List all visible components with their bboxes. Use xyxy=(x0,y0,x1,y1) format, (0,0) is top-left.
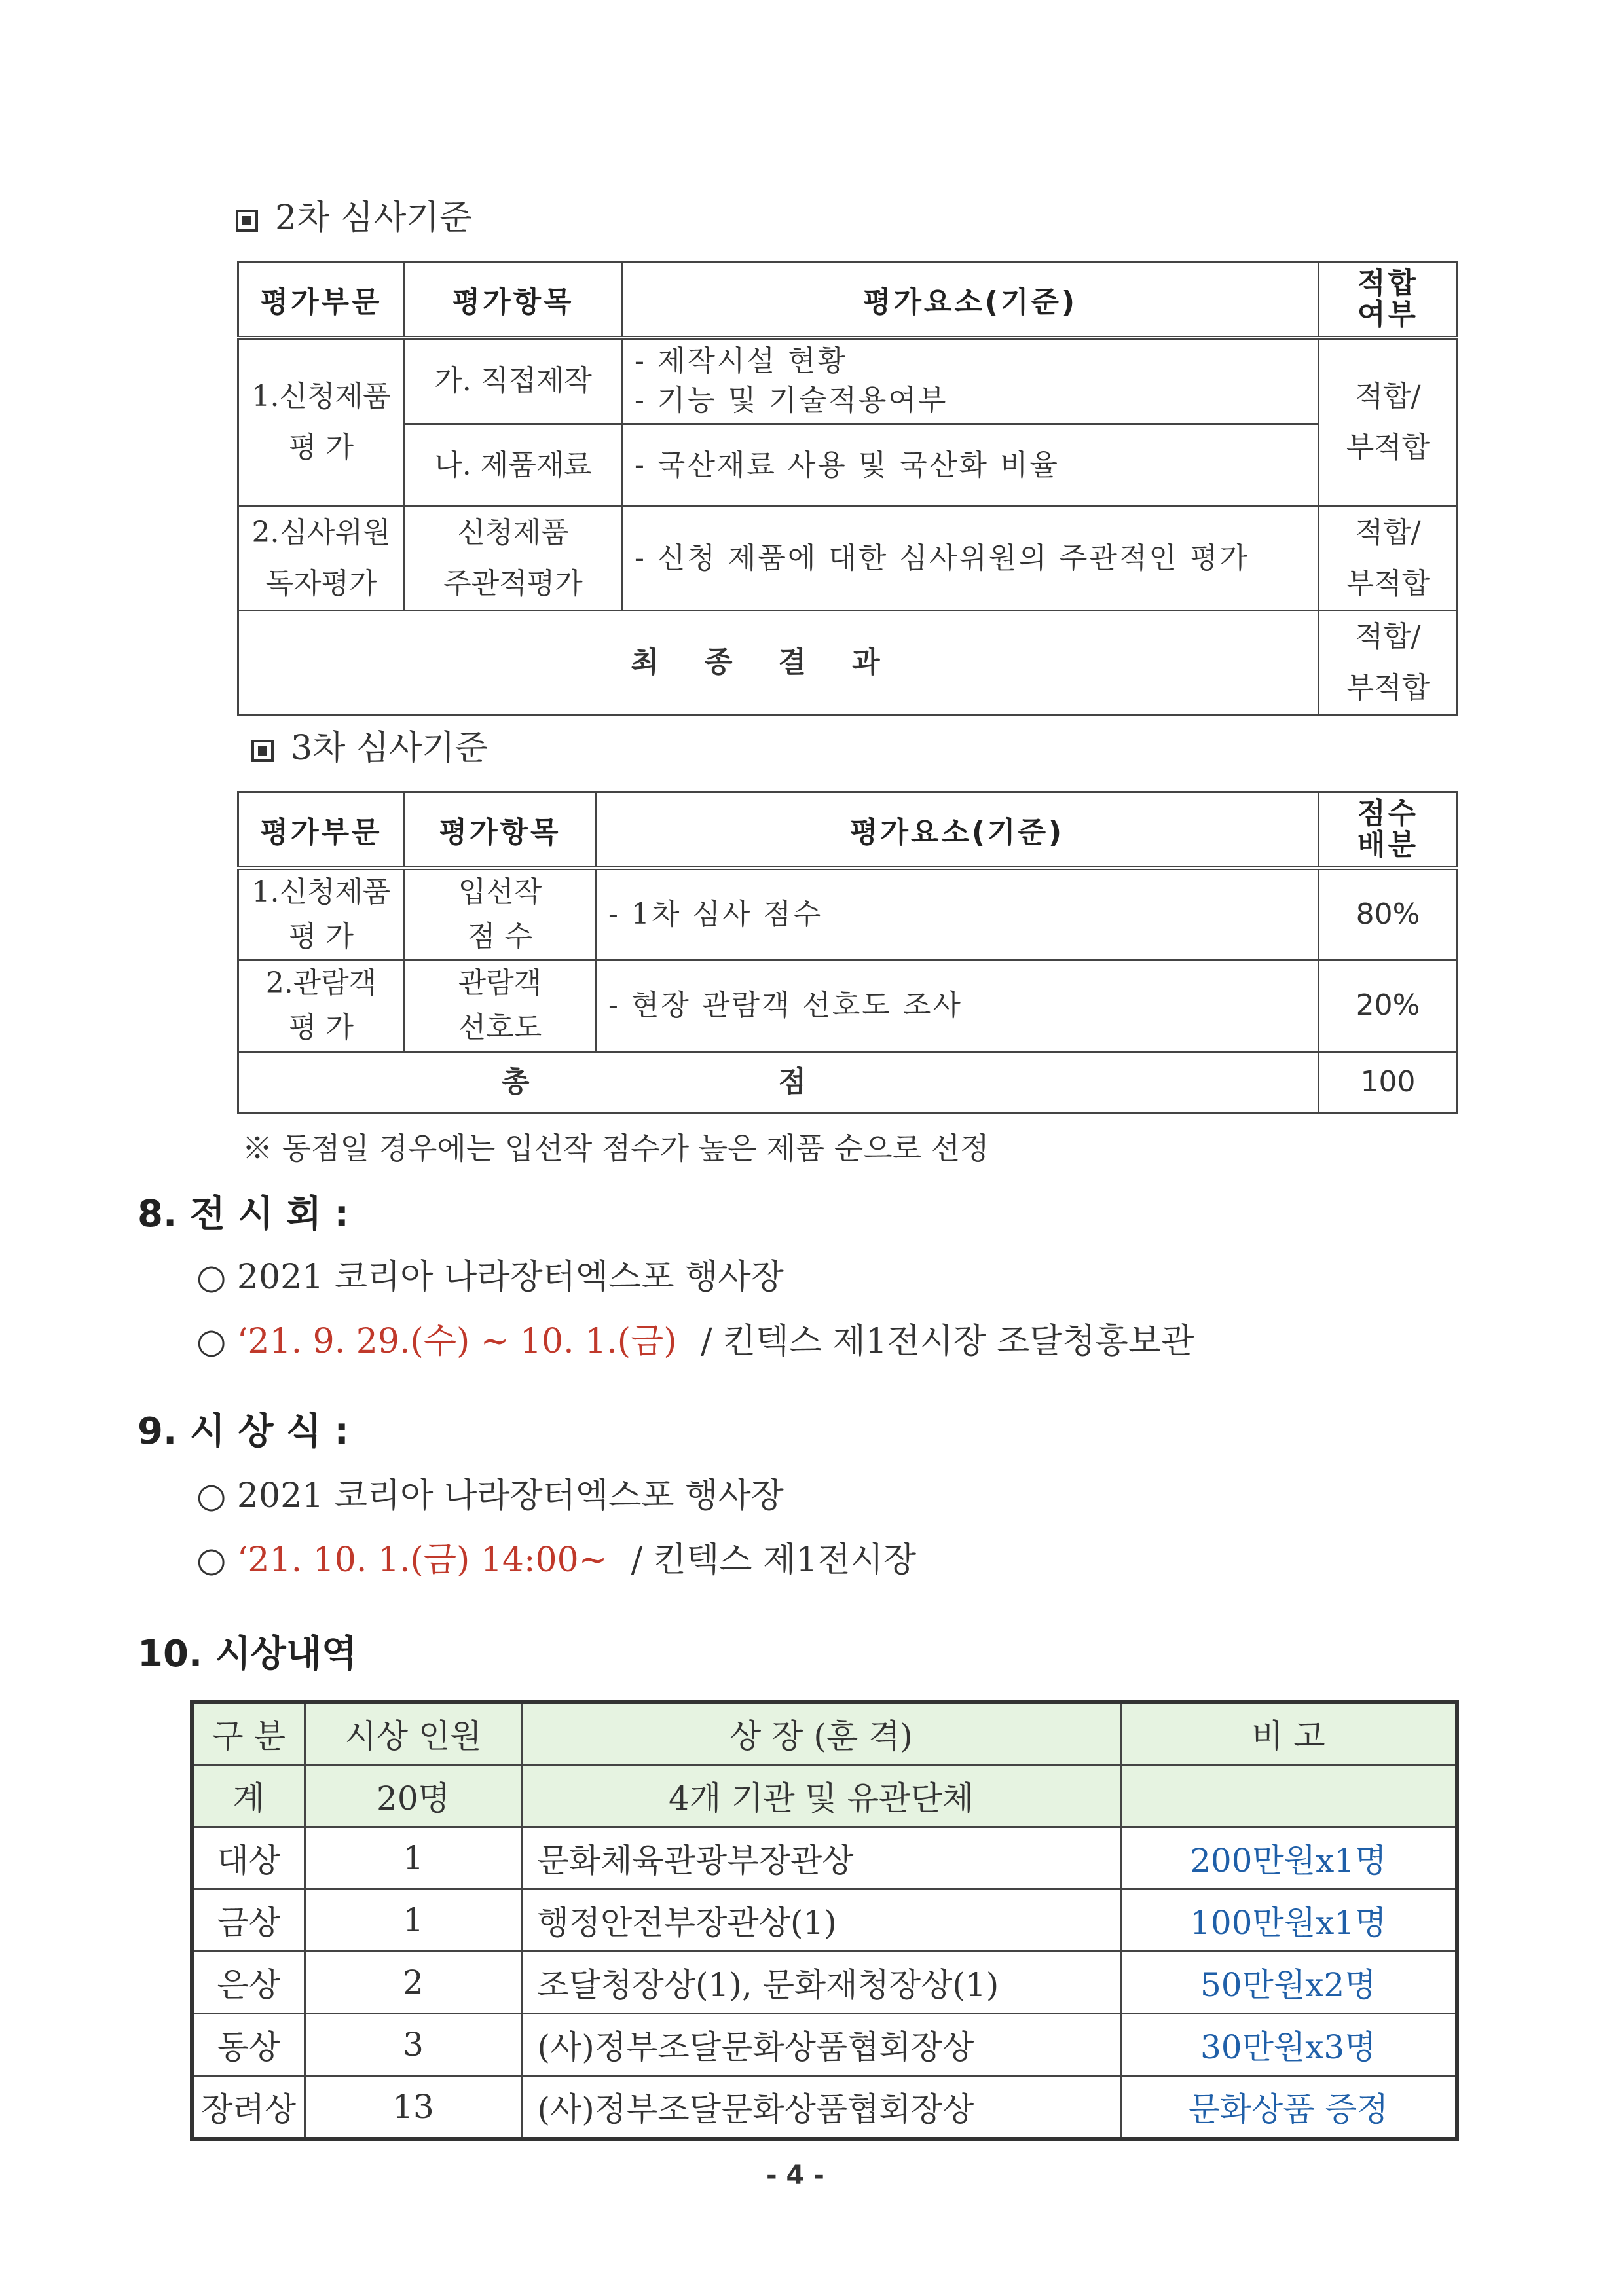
final-result: 적합/ 부적합 xyxy=(1319,611,1458,715)
award-label: 대상 xyxy=(192,1827,304,1889)
ceremony-date: ‘21. 10. 1.(금) 14:00~ xyxy=(236,1540,608,1580)
row1-elements-a: - 제작시설 현황 - 기능 및 기술적용여부 xyxy=(622,338,1319,424)
awards-table xyxy=(190,1700,1459,2141)
row1-elements-b: - 국산재료 사용 및 국산화 비율 xyxy=(622,424,1319,507)
table-row xyxy=(238,611,1458,715)
square-bullet-icon xyxy=(251,740,274,762)
table-row xyxy=(238,868,1458,960)
table-row xyxy=(192,1889,1457,1952)
table-row xyxy=(192,2014,1457,2076)
table-row xyxy=(192,2076,1457,2140)
award-note: 문화상품 증정 xyxy=(1120,2076,1457,2140)
header-item: 평가항목 xyxy=(405,262,622,338)
award-count: 2 xyxy=(304,1952,522,2014)
row2-elements: - 신청 제품에 대한 심사위원의 주관적인 평가 xyxy=(622,507,1319,611)
award-desc: 문화체육관광부장관상 xyxy=(522,1827,1120,1889)
section3-caption xyxy=(251,720,488,769)
award-desc: 행정안전부장관상(1) xyxy=(522,1889,1120,1952)
table-row xyxy=(238,1051,1458,1113)
square-bullet-icon xyxy=(236,210,258,232)
row-item: 관람객 선호도 xyxy=(405,960,596,1051)
header-elements: 평가요소(기준) xyxy=(622,262,1319,338)
table-row xyxy=(238,338,1458,424)
header-item: 평가항목 xyxy=(405,792,596,868)
award-note: 30만원x3명 xyxy=(1120,2014,1457,2076)
header-division: 구 분 xyxy=(192,1702,304,1765)
header-suitability: 적합 여부 xyxy=(1319,262,1458,338)
award-label: 은상 xyxy=(192,1952,304,2014)
total-label: 총점 xyxy=(238,1051,1319,1113)
header-count: 시상 인원 xyxy=(304,1702,522,1765)
award-count: 1 xyxy=(304,1827,522,1889)
table-header-row xyxy=(192,1702,1457,1765)
row1-category: 1.신청제품 평 가 xyxy=(238,338,405,507)
header-score: 점수 배분 xyxy=(1319,792,1458,868)
row1-item-b: 나. 제품재료 xyxy=(405,424,622,507)
exhibition-heading: 8. 전 시 회 : xyxy=(138,1193,349,1235)
summary-row xyxy=(192,1765,1457,1827)
award-note: 100만원x1명 xyxy=(1120,1889,1457,1952)
tie-note: ※ 동점일 경우에는 입선작 점수가 높은 제품 순으로 선정 xyxy=(242,1131,989,1166)
section2-caption xyxy=(236,190,472,239)
bullet-circle: ○ xyxy=(196,1322,227,1361)
bullet-circle: ○ xyxy=(196,1540,227,1580)
award-note: 200만원x1명 xyxy=(1120,1827,1457,1889)
exhibition-venue: ○ 2021 코리아 나라장터엑스포 행사장 xyxy=(196,1258,784,1297)
row2-result: 적합/ 부적합 xyxy=(1319,507,1458,611)
row2-item: 신청제품 주관적평가 xyxy=(405,507,622,611)
award-count: 3 xyxy=(304,2014,522,2076)
exhibition-date: ‘21. 9. 29.(수) ~ 10. 1.(금) xyxy=(236,1322,677,1361)
ceremony-place: / 킨텍스 제1전시장 xyxy=(631,1540,917,1580)
ceremony-heading: 9. 시 상 식 : xyxy=(138,1410,349,1453)
award-desc: (사)정부조달문화상품협회장상 xyxy=(522,2014,1120,2076)
exhibition-place: / 킨텍스 제1전시장 조달청홍보관 xyxy=(701,1322,1194,1361)
summary-count: 20명 xyxy=(304,1765,522,1827)
award-desc: 조달청장상(1), 문화재청장상(1) xyxy=(522,1952,1120,2014)
summary-note xyxy=(1120,1765,1457,1827)
row-elements: - 현장 관람객 선호도 조사 xyxy=(596,960,1319,1051)
row-category: 1.신청제품 평 가 xyxy=(238,868,405,960)
row1-item-a: 가. 직접제작 xyxy=(405,338,622,424)
award-count: 1 xyxy=(304,1889,522,1952)
summary-label: 계 xyxy=(192,1765,304,1827)
page-number: - 4 - xyxy=(766,2160,824,2191)
row2-category: 2.심사위원 독자평가 xyxy=(238,507,405,611)
row-score: 80% xyxy=(1319,868,1458,960)
row-category: 2.관람객 평 가 xyxy=(238,960,405,1051)
header-category: 평가부문 xyxy=(238,792,405,868)
section3-caption-text: 3차 심사기준 xyxy=(291,729,488,768)
header-remarks: 비 고 xyxy=(1120,1702,1457,1765)
table-row xyxy=(238,507,1458,611)
award-note: 50만원x2명 xyxy=(1120,1952,1457,2014)
header-award: 상 장 (훈 격) xyxy=(522,1702,1120,1765)
section3-table xyxy=(237,791,1458,1114)
header-category: 평가부문 xyxy=(238,262,405,338)
row-item: 입선작 점 수 xyxy=(405,868,596,960)
table-row xyxy=(192,1827,1457,1889)
table-header-row xyxy=(238,792,1458,868)
table-row xyxy=(238,424,1458,507)
ceremony-venue: ○ 2021 코리아 나라장터엑스포 행사장 xyxy=(196,1476,784,1516)
summary-desc: 4개 기관 및 유관단체 xyxy=(522,1765,1120,1827)
total-score: 100 xyxy=(1319,1051,1458,1113)
awards-heading: 10. 시상내역 xyxy=(138,1633,358,1675)
row1-result: 적합/ 부적합 xyxy=(1319,338,1458,507)
table-row xyxy=(192,1952,1457,2014)
ceremony-schedule xyxy=(196,1532,916,1581)
row-elements: - 1차 심사 점수 xyxy=(596,868,1319,960)
award-desc: (사)정부조달문화상품협회장상 xyxy=(522,2076,1120,2140)
row-score: 20% xyxy=(1319,960,1458,1051)
award-label: 금상 xyxy=(192,1889,304,1952)
exhibition-schedule xyxy=(196,1313,1194,1362)
table-header-row xyxy=(238,262,1458,338)
section2-table xyxy=(237,261,1458,716)
table-row xyxy=(238,960,1458,1051)
award-label: 장려상 xyxy=(192,2076,304,2140)
award-label: 동상 xyxy=(192,2014,304,2076)
section2-caption-text: 2차 심사기준 xyxy=(275,198,472,238)
award-count: 13 xyxy=(304,2076,522,2140)
header-elements: 평가요소(기준) xyxy=(596,792,1319,868)
final-label: 최종결과 xyxy=(238,611,1319,715)
